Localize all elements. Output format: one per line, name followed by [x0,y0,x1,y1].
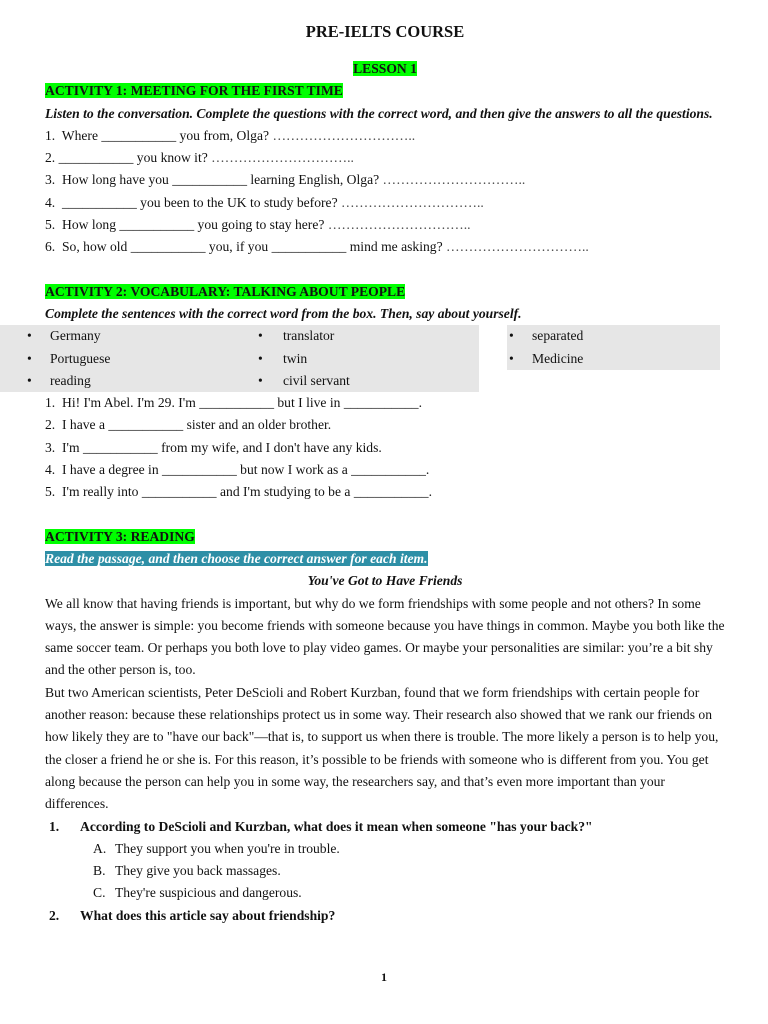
passage-title: You've Got to Have Friends [307,573,463,589]
list-item: 1. Where ___________ you from, Olga? ………………………….. [45,127,416,143]
activity3-heading: ACTIVITY 3: READING [45,528,195,544]
word-box-column-1 [0,325,238,392]
activity1-section [45,80,725,258]
activity2-instruction: Complete the sentences with the correct word from the box. Then, say about yourself. [45,305,522,321]
list-item: • Germany [0,325,238,347]
list-item: 4. I have a degree in ___________ but now I work as a ___________. [45,462,430,478]
list-item: 5. I'm really into ___________ and I'm studying to be a ___________. [45,484,432,500]
lesson-label: LESSON 1 [353,61,417,76]
list-item: 2. I have a ___________ sister and an older brother. [45,417,332,433]
passage-paragraph-1: We all know that having friends is important, but why do we form friendships with some people and not others? In some ways, the answer is simple: you become friends with someone because you have things in common. Maybe you both like the same soccer team. Or perhaps you both love to play video games. Or maybe your personalities are similar: you’re a bit shy and the other person is, too. [45,595,725,678]
activity2-section [45,281,725,504]
activity2-sentences [45,392,725,503]
list-item: • Medicine [507,348,720,370]
activity1-questions [45,125,725,259]
activity1-heading: ACTIVITY 1: MEETING FOR THE FIRST TIME [45,83,343,99]
list-item: 1. Hi! I'm Abel. I'm 29. I'm ___________ but I live in ___________. [45,395,423,411]
list-item: 6. So, how old ___________ you, if you ___________ mind me asking? ………………………….. [45,239,589,255]
list-item: 3. I'm ___________ from my wife, and I don't have any kids. [45,439,382,455]
activity2-heading: ACTIVITY 2: VOCABULARY: TALKING ABOUT PEOPLE [45,283,406,299]
list-item: • translator [238,325,479,347]
word-box [0,325,720,392]
reading-question-2: 2. What does this article say about friendship? [49,907,336,923]
list-item: • civil servant [238,370,479,392]
list-item: 2. ___________ you know it? ………………………….. [45,150,354,166]
activity1-instruction: Listen to the conversation. Complete the questions with the correct word, and then give the answers to all the questions. [45,105,713,121]
answer-option[interactable]: B. They give you back massages. [93,863,281,879]
course-title: PRE-IELTS COURSE [305,22,465,41]
list-item: 5. How long ___________ you going to stay here? ………………………….. [45,217,471,233]
list-item: • reading [0,370,238,392]
document-page [45,20,725,927]
activity3-instruction: Read the passage, and then choose the correct answer for each item. [45,550,428,566]
list-item: • twin [238,348,479,370]
reading-question-1: 1. According to DeScioli and Kurzban, what does it mean when someone "has your back?" A. They support you when you're in trouble. B. They give you back massages. C. They're suspicious and dangerous. [45,816,725,905]
answer-option[interactable]: C. They're suspicious and dangerous. [93,885,302,901]
list-item: 4. ___________ you been to the UK to study before? ………………………….. [45,194,484,210]
activity3-section [45,526,725,927]
word-box-column-3 [507,325,720,370]
list-item: • separated [507,325,720,347]
answer-option[interactable]: A. They support you when you're in trouble. [93,840,340,856]
list-item: 3. How long have you ___________ learning English, Olga? ………………………….. [45,172,526,188]
passage-paragraph-2: But two American scientists, Peter DeScioli and Robert Kurzban, found that we form friendships with certain people for another reason: because these relationships protect us in some way. Their research also showed that we rank our friends on how likely they are to "have our back"—that is, to support us when there is trouble. The more likely a person is to help you, the closer a friend he or she is. For this reason, it’s possible to be friends with someone who is different from you. You get along because the person can help you in some way, the researchers say, and that’s even more important than your differences. [45,684,719,812]
list-item: • Portuguese [0,348,238,370]
lesson-label-row [45,58,725,80]
word-box-column-2 [238,325,479,392]
page-number: 1 [381,970,387,984]
